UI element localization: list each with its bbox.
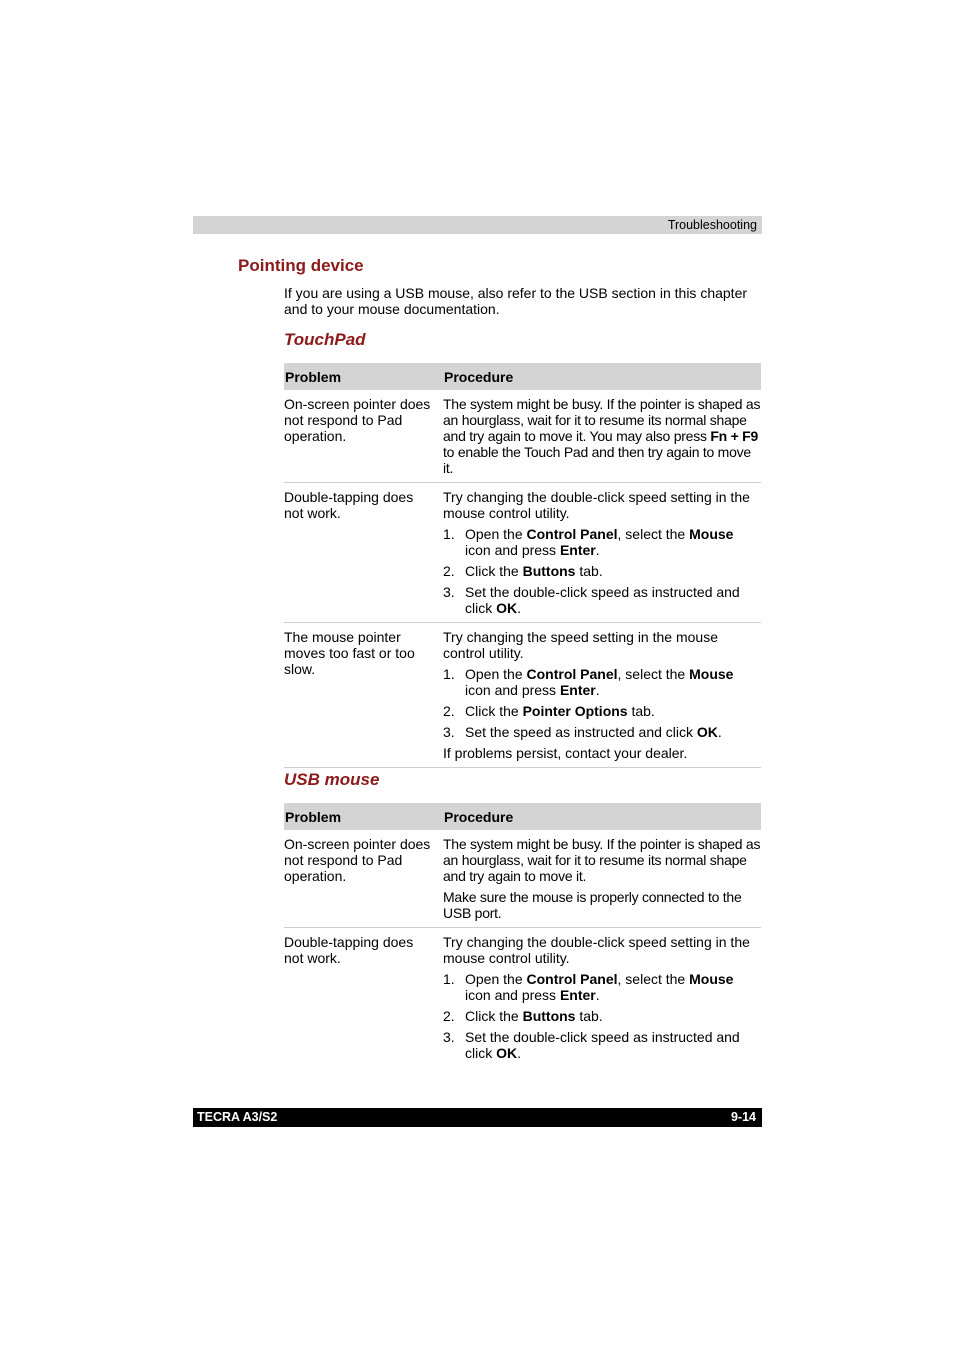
- list-item: 3. Set the double-click speed as instructed and click OK.: [443, 1029, 740, 1061]
- list-item: 1. Open the Control Panel, select the Mouse icon and press Enter.: [443, 526, 734, 558]
- chapter-name: Troubleshooting: [667, 218, 757, 232]
- procedure-text: Make sure the mouse is properly connected to the USB port.: [443, 889, 742, 921]
- column-header-problem: Problem: [284, 803, 443, 830]
- model-name: TECRA A3/S2: [197, 1110, 278, 1124]
- list-item: 3. Set the double-click speed as instructed and click OK.: [443, 584, 740, 616]
- usb-mouse-title: USB mouse: [284, 770, 380, 789]
- usb-mouse-table: [284, 803, 761, 1067]
- section-intro: If you are using a USB mouse, also refer to the USB section in this chapter and to your mouse documentation.: [284, 285, 748, 317]
- page-number: 9-14: [730, 1110, 756, 1124]
- column-header-problem: Problem: [284, 363, 443, 390]
- list-item: 3. Set the speed as instructed and click OK.: [443, 724, 722, 740]
- procedure-intro: Try changing the double-click speed setting in the mouse control utility.: [443, 934, 750, 966]
- table-header-row: [284, 363, 761, 390]
- table-row: [284, 623, 761, 768]
- touchpad-title: TouchPad: [284, 330, 366, 349]
- procedure-cell: [443, 830, 761, 928]
- section-title: Pointing device: [238, 256, 364, 275]
- table-row: [284, 830, 761, 928]
- running-header: [193, 216, 762, 234]
- key-combo: Fn + F9: [710, 428, 759, 444]
- procedure-steps: [443, 666, 761, 740]
- procedure-cell: [443, 928, 761, 1068]
- list-item: 2. Click the Buttons tab.: [443, 563, 603, 579]
- table-header-row: [284, 803, 761, 830]
- running-footer: [193, 1108, 762, 1127]
- procedure-steps: [443, 971, 761, 1061]
- procedure-text: The system might be busy. If the pointer is shaped as an hourglass, wait for it to resume its normal shape and try again to move it.: [443, 836, 761, 884]
- table-row: [284, 390, 761, 483]
- procedure-outro: If problems persist, contact your dealer.: [443, 745, 688, 761]
- touchpad-table: [284, 363, 761, 768]
- problem-cell: Double-tapping does not work.: [284, 934, 414, 966]
- table-row: [284, 483, 761, 623]
- list-item: 1. Open the Control Panel, select the Mouse icon and press Enter.: [443, 666, 734, 698]
- procedure-cell: [443, 483, 761, 623]
- list-item: 2. Click the Buttons tab.: [443, 1008, 603, 1024]
- procedure-intro: Try changing the double-click speed setting in the mouse control utility.: [443, 489, 750, 521]
- procedure-cell: [443, 390, 761, 483]
- problem-cell: The mouse pointer moves too fast or too slow.: [284, 623, 443, 768]
- list-item: 2. Click the Pointer Options tab.: [443, 703, 655, 719]
- procedure-steps: [443, 526, 761, 616]
- column-header-procedure: Procedure: [443, 803, 761, 830]
- list-item: 1. Open the Control Panel, select the Mouse icon and press Enter.: [443, 971, 734, 1003]
- column-header-procedure: Procedure: [443, 363, 761, 390]
- procedure-cell: [443, 623, 761, 768]
- procedure-intro: Try changing the speed setting in the mouse control utility.: [443, 629, 718, 661]
- problem-cell: Double-tapping does not work.: [284, 483, 443, 623]
- problem-cell: On-screen pointer does not respond to Pad operation.: [284, 830, 443, 928]
- procedure-text: The system might be busy. If the pointer is shaped as an hourglass, wait for it to resume its normal shape and try again to move it. You may also press Fn + F9 to enable the Touch Pad and then try again to move it.: [443, 396, 761, 476]
- table-row: [284, 928, 761, 1068]
- problem-cell: On-screen pointer does not respond to Pad operation.: [284, 390, 443, 483]
